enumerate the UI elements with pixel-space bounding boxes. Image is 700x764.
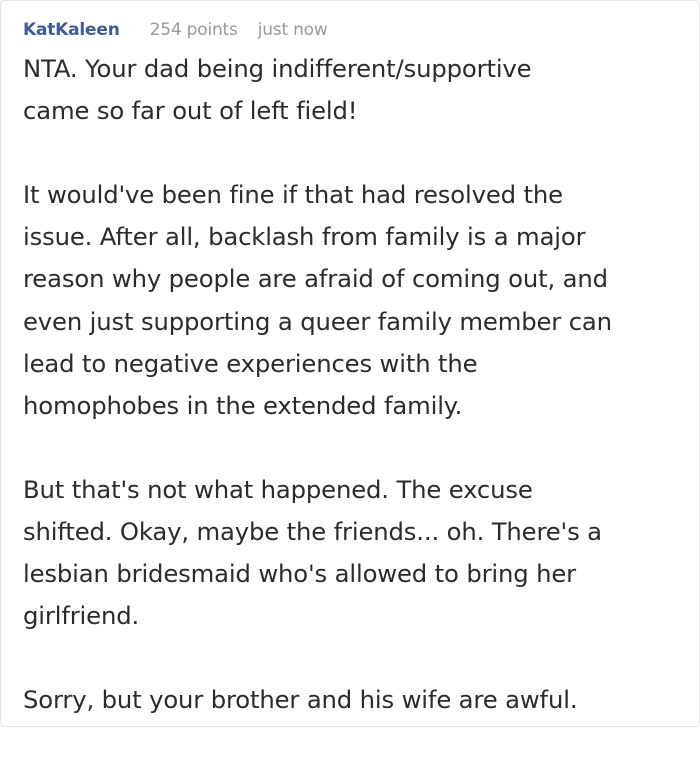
comment-line: even just supporting a queer family member can: [23, 306, 612, 336]
comment-line: girlfriend.: [23, 601, 140, 631]
comment-line: Sorry, but your brother and his wife are awful.: [23, 685, 578, 715]
comment-meta: [23, 20, 328, 44]
comment-line: came so far out of left field!: [23, 96, 358, 126]
comment-line: NTA. Your dad being indifferent/supportive: [23, 54, 532, 83]
comment-paragraph-4: [23, 679, 683, 721]
comment-paragraph-2: [23, 174, 683, 427]
comment-line: lesbian bridesmaid who's allowed to bring her: [23, 559, 577, 589]
comment-paragraph-1: [23, 48, 683, 132]
comment-line: homophobes in the extended family.: [23, 390, 463, 420]
comment-points: 254 points: [149, 20, 238, 40]
comment-author-link[interactable]: KatKaleen: [23, 20, 120, 40]
comment-line: But that's not what happened. The excuse: [23, 474, 533, 504]
comment-line: lead to negative experiences with the: [23, 348, 478, 378]
comment-line: reason why people are afraid of coming out, and: [23, 264, 608, 294]
comment-line: issue. After all, backlash from family is a major: [23, 222, 586, 252]
comment-body: [23, 48, 683, 764]
comment-paragraph-3: [23, 469, 683, 637]
comment-timestamp: just now: [257, 20, 328, 40]
comment-line: It would've been fine if that had resolved the: [23, 180, 563, 210]
comment-line: shifted. Okay, maybe the friends... oh. There's a: [23, 517, 602, 547]
